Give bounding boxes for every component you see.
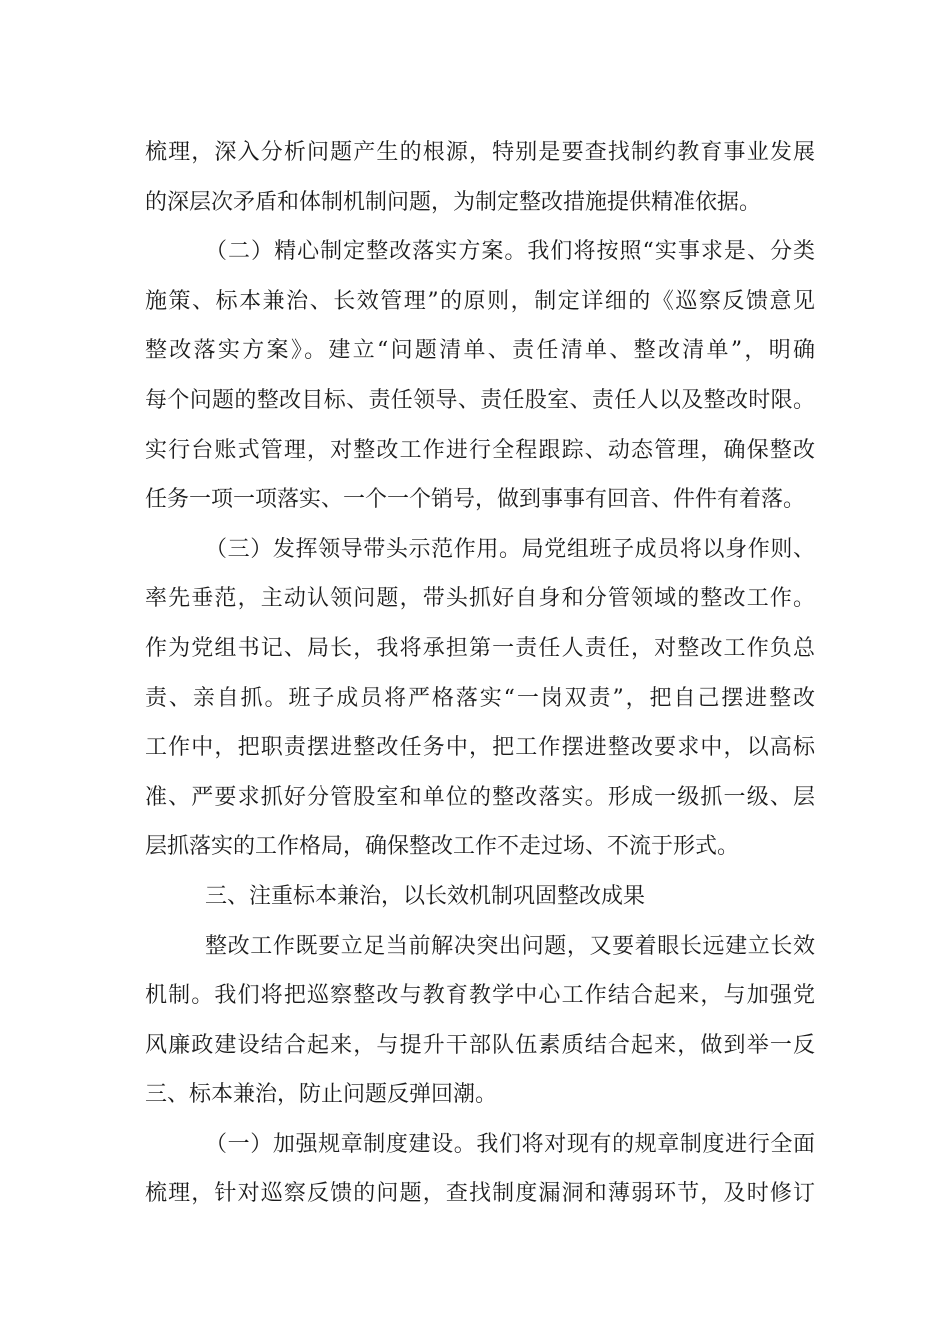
text-line: 施策、标本兼治、长效管理”的原则，制定详细的《巡察反馈意见 (145, 288, 815, 314)
text-line: （一）加强规章制度建设。我们将对现有的规章制度进行全面 (205, 1131, 815, 1157)
body-text (145, 133, 815, 1224)
text-line: 任务一项一项落实、一个一个销号，做到事事有回音、件件有着落。 (145, 487, 806, 513)
text-line: 的深层次矛盾和体制机制问题，为制定整改措施提供精准依据。 (145, 189, 762, 215)
text-line: 工作中，把职责摆进整改任务中，把工作摆进整改要求中，以高标 (145, 735, 815, 761)
text-line: 风廉政建设结合起来，与提升干部队伍素质结合起来，做到举一反 (145, 1032, 815, 1058)
text-line: （三）发挥领导带头示范作用。局党组班子成员将以身作则、 (205, 536, 815, 562)
text-line: 率先垂范，主动认领问题，带头抓好自身和分管领域的整改工作。 (145, 586, 815, 612)
text-line: 整改落实方案》。建立“问题清单、责任清单、整改清单”，明确 (145, 338, 815, 364)
text-line: 梳理，深入分析问题产生的根源，特别是要查找制约教育事业发展 (145, 140, 815, 165)
text-line: 机制。我们将把巡察整改与教育教学中心工作结合起来，与加强党 (145, 983, 815, 1009)
text-line: 三、标本兼治，防止问题反弹回潮。 (145, 1082, 498, 1108)
text-line: 梳理，针对巡察反馈的问题，查找制度漏洞和薄弱环节，及时修订 (145, 1181, 815, 1207)
text-line: 层抓落实的工作格局，确保整改工作不走过场、不流于形式。 (145, 834, 740, 860)
text-line: 整改工作既要立足当前解决突出问题，又要着眼长远建立长效 (205, 933, 815, 959)
text-line: 准、严要求抓好分管股室和单位的整改落实。形成一级抓一级、层 (145, 784, 815, 810)
text-line: 作为党组书记、局长，我将承担第一责任人责任，对整改工作负总 (145, 635, 815, 661)
section-heading: 三、注重标本兼治，以长效机制巩固整改成果 (205, 883, 646, 909)
text-line: （二）精心制定整改落实方案。我们将按照“实事求是、分类 (205, 239, 815, 265)
text-line: 实行台账式管理，对整改工作进行全程跟踪、动态管理，确保整改 (145, 437, 815, 463)
text-line: 每个问题的整改目标、责任领导、责任股室、责任人以及整改时限。 (145, 387, 815, 413)
text-line: 责、亲自抓。班子成员将严格落实“一岗双责”，把自己摆进整改 (145, 685, 815, 711)
